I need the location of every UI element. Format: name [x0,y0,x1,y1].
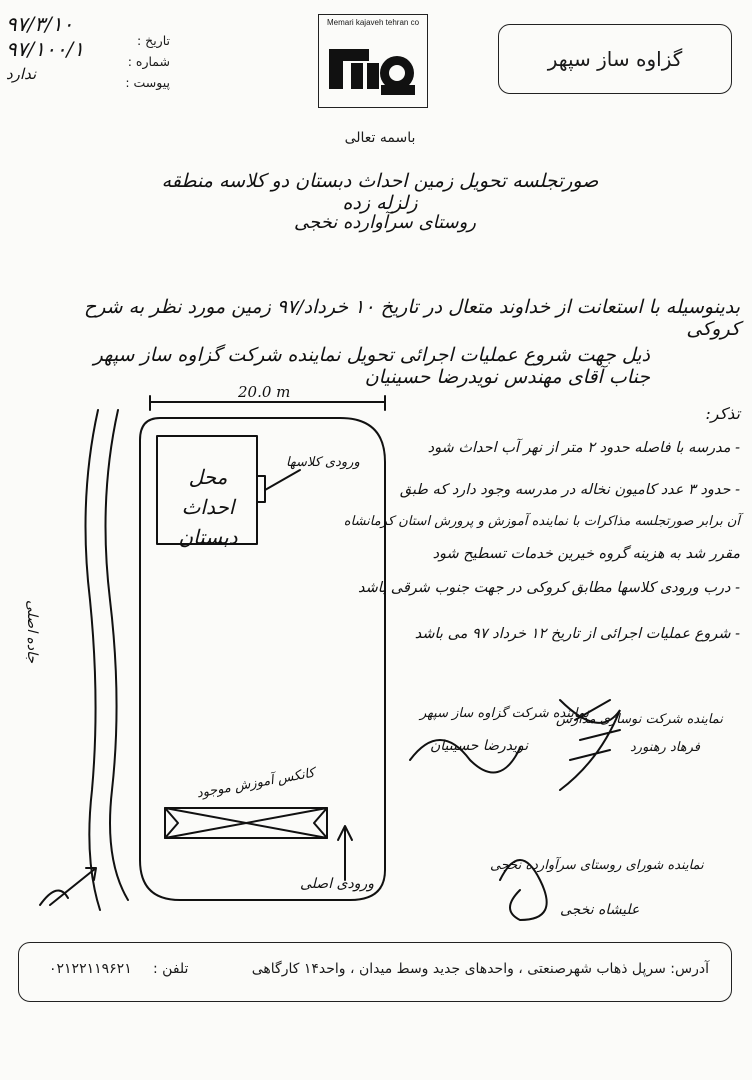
classes-entrance-label: ورودی کلاسها [286,455,360,470]
bismillah: باسمه تعالی [344,130,416,146]
number-label: شماره : [127,54,170,69]
council-rep-name: علیشاه نخجی [560,902,640,918]
date-label: تاریخ : [136,33,170,48]
note-item: مقرر شد به هزینه گروه خیرین خدمات تسطیح شود [432,546,740,562]
attachment-value: ندارد [6,65,37,83]
note-item: - حدود ۳ عدد کامیون نخاله در مدرسه وجود دارد که طبق [399,482,740,498]
attachment-label: پیوست : [125,75,170,90]
main-entrance-label: ورودی اصلی [300,876,375,892]
temp-building-label: کانکس آموزش موجود [195,765,316,802]
number-value: ۹۷/۱۰۰/۱ [6,37,84,61]
contractor-rep-label: نماینده شرکت گزاوه ساز سپهر [420,706,589,721]
footer-box [18,942,732,1002]
sketch-dimension: 20.0 m [238,383,291,401]
ministry-rep-label: نماینده شرکت نوسازی مدارس [556,712,723,727]
note-item: آن برابر صورتجلسه مذاکرات با نماینده آموزش و پرورش استان کرمانشاه [343,514,740,529]
phone-number: ۰۲۱۲۲۱۱۹۶۲۱ [49,961,132,977]
road-label: جاده اصلی [24,600,40,664]
ministry-rep-name: فرهاد رهنورد [630,740,700,755]
contractor-rep-name: نویدرضا حسینیان [430,738,529,754]
body-line-2: ذیل جهت شروع عملیات اجرائی تحویل نماینده شرکت گزاوه ساز سپهر جناب آقای مهندس نویدرضا حسینیان [93,344,650,388]
note-item: - درب ورودی کلاسها مطابق کروکی در جهت جنوب شرقی باشد [357,580,740,596]
note-item: - شروع عملیات اجرائی از تاریخ ۱۲ خرداد ۹۷ می باشد [414,626,740,642]
subject-line-1: صورتجلسه تحویل زمین احداث دبستان دو کلاسه منطقه زلزله زده [161,170,599,214]
phone-label: تلفن : [153,961,189,977]
council-rep-label: نماینده شورای روستای سرآوارده نخجی [490,858,704,873]
company-name: گزاوه ساز سپهر [547,47,683,71]
body-line-1: بدینوسیله با استعانت از خداوند متعال در تاریخ ۱۰ خرداد/۹۷ زمین مورد نظر به شرح کروکی [83,296,740,340]
company-address: آدرس: سرپل ذهاب شهرصنعتی ، واحدهای جدید وسط میدان ، واحد۱۴ کارگاهی [251,961,709,977]
notes-heading: تذکر: [705,404,740,423]
building-label: محل احداث دبستان [178,465,238,549]
date-value: ۹۷/۳/۱۰ [6,12,74,36]
logo-text: Memari kajaveh tehran co [326,18,420,27]
subject-line-2: روستای سرآوارده نخجی [293,212,476,233]
note-item: - مدرسه با فاصله حدود ۲ متر از نهر آب احداث شود [427,440,740,456]
